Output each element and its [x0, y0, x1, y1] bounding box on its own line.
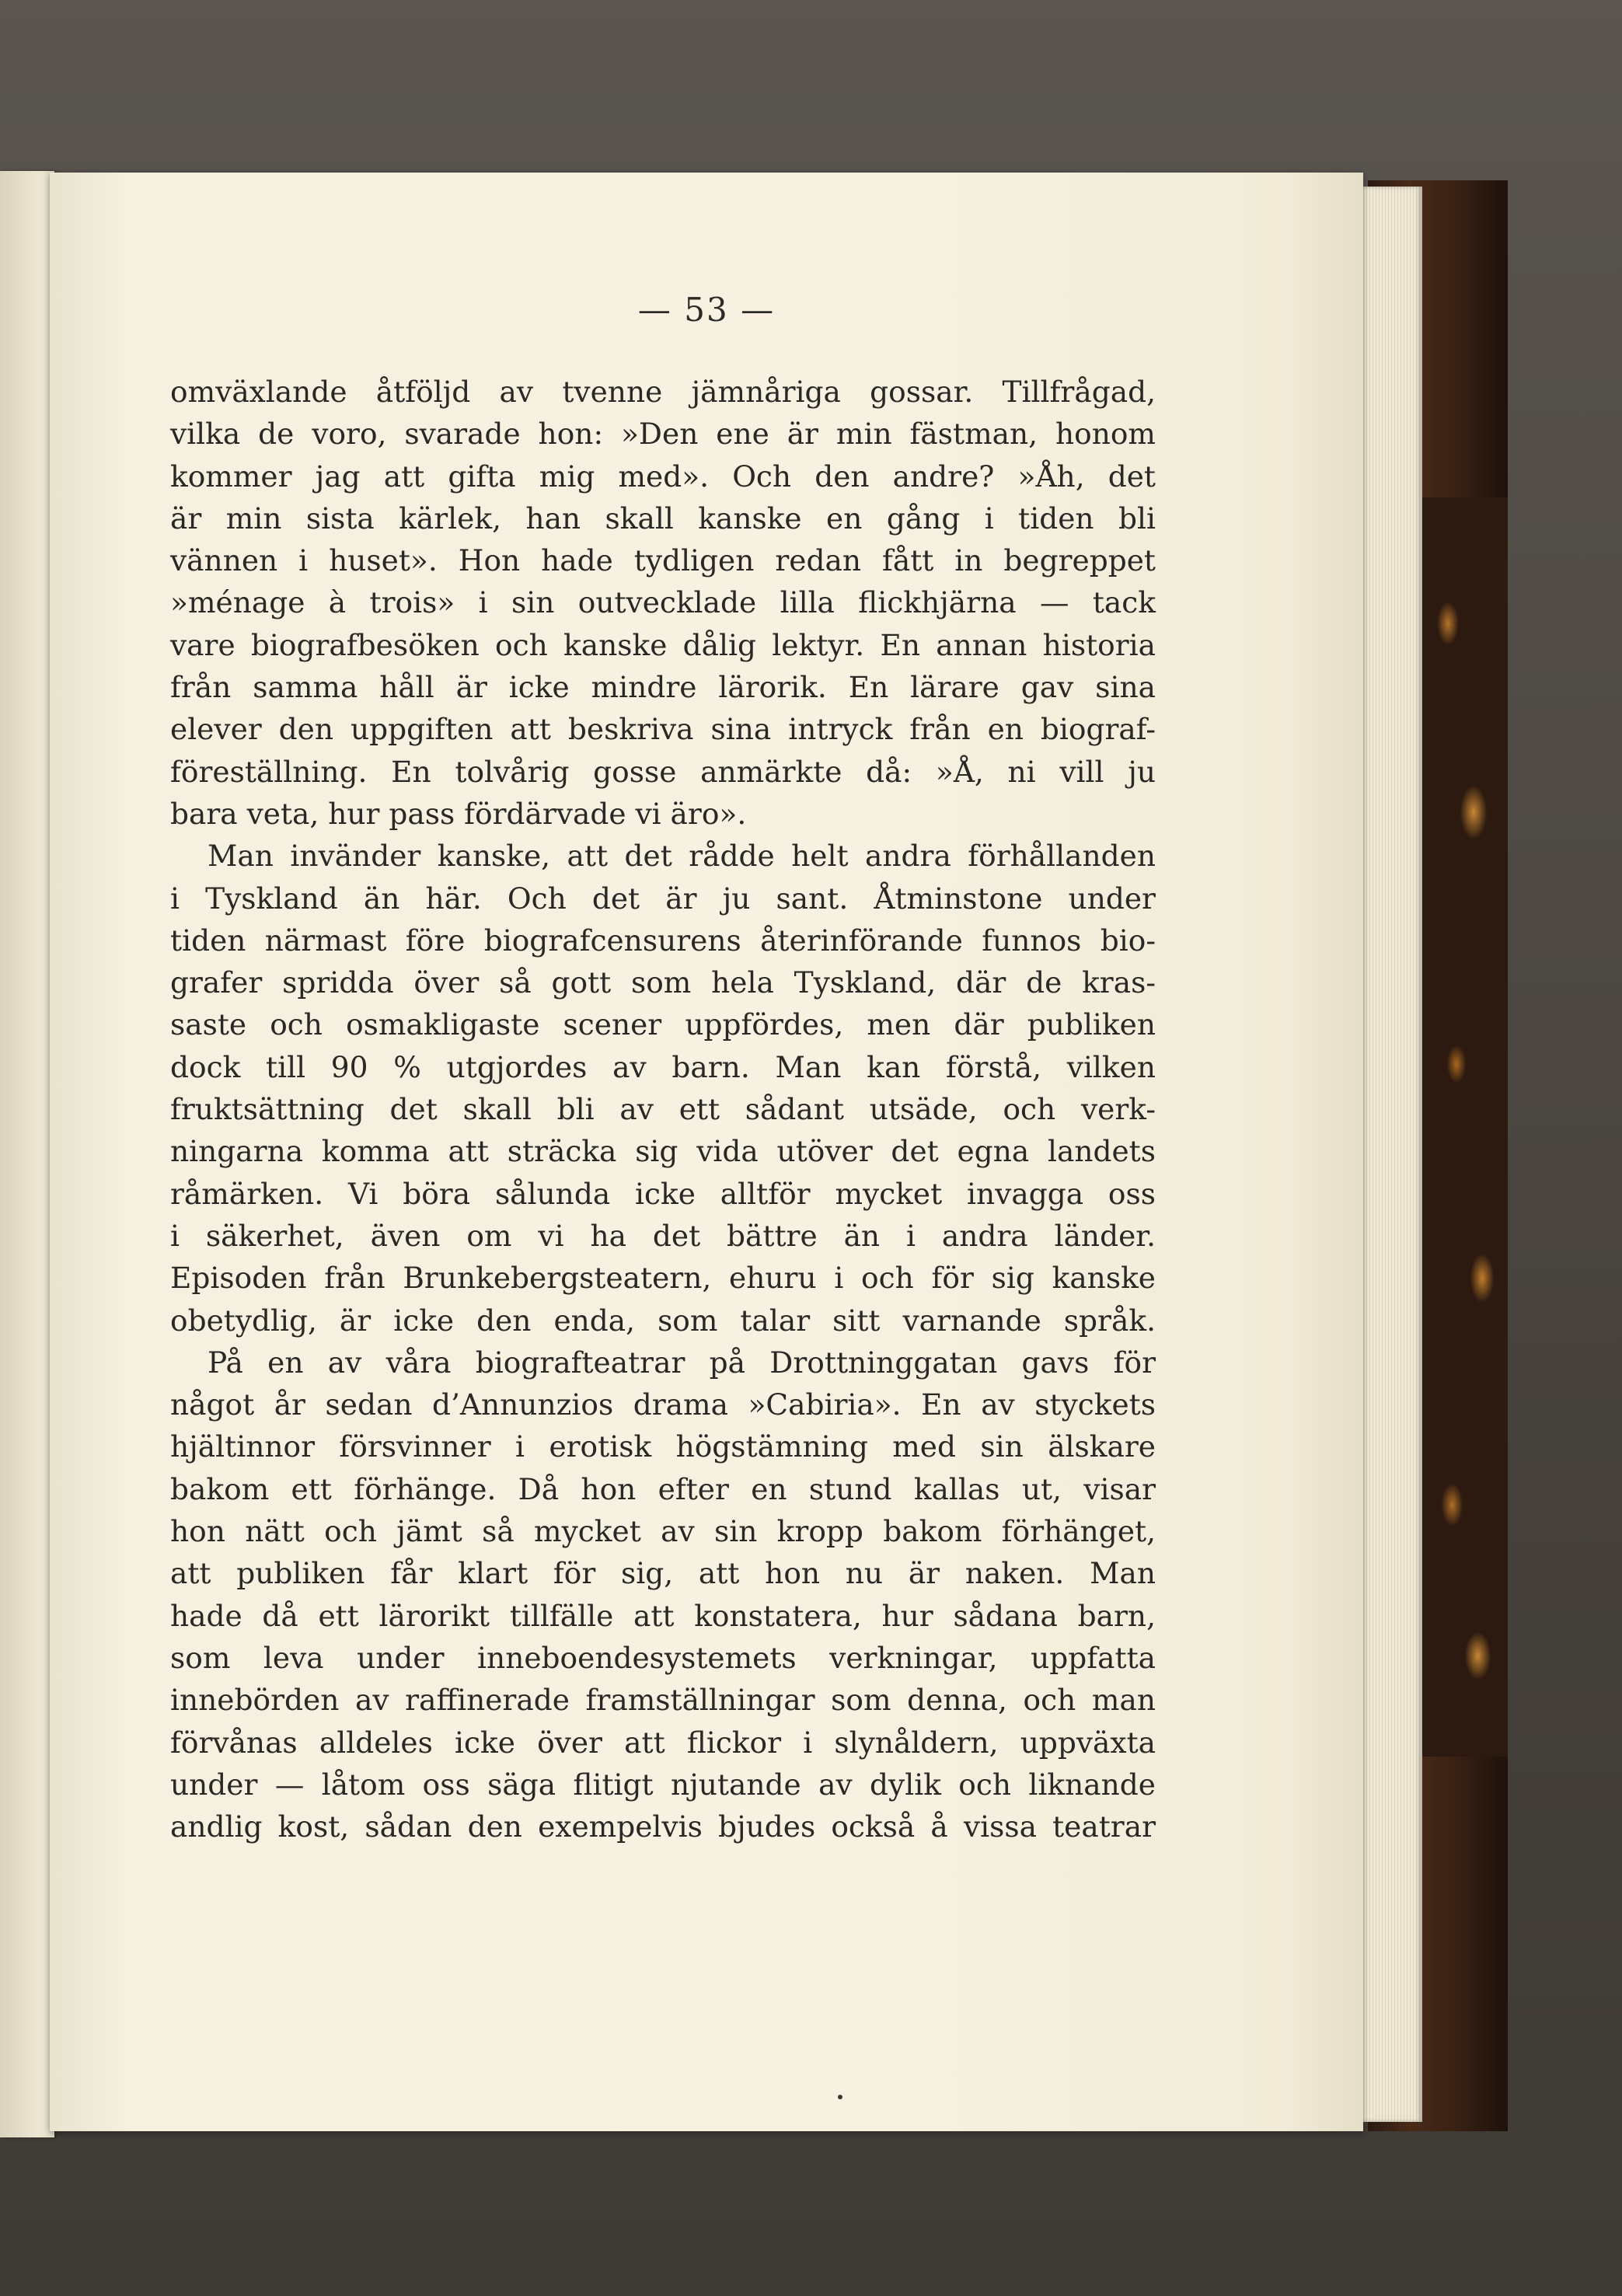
text-line: bakom ett förhänge. Då hon efter en stund kallas ut, visar [170, 1471, 1156, 1506]
text-line: som leva under inneboendesystemets verkningar, uppfatta [170, 1640, 1156, 1675]
text-line: Episoden från Brunkebergsteatern, ehuru i och för sig kanske [170, 1261, 1156, 1296]
text-line: under — låtom oss säga flitigt njutande av dylik och liknande [170, 1767, 1156, 1802]
text-line: elever den uppgiften att beskriva sina intryck från en biograf- [170, 712, 1156, 747]
text-line: föreställning. En tolvårig gosse anmärkte då: »Å, ni vill ju [170, 754, 1156, 789]
text-line: »ménage à trois» i sin outvecklade lilla flickhjärna — tack [170, 585, 1156, 620]
text-line: omväxlande åtföljd av tvenne jämnåriga gossar. Tillfrågad, [170, 375, 1156, 409]
text-line: andlig kost, sådan den exempelvis bjudes också å vissa teatrar [170, 1809, 1156, 1844]
book-page [50, 173, 1363, 2131]
text-line: grafer spridda över så gott som hela Tyskland, där de kras- [170, 965, 1156, 1000]
text-line: vare biografbesöken och kanske dålig lektyr. En annan historia [170, 627, 1156, 662]
text-line: tiden närmast före biografcensurens återinförande funnos bio- [170, 923, 1156, 958]
text-line: något år sedan d’Annunzios drama »Cabiria». En av styckets [170, 1387, 1156, 1422]
text-line: saste och osmakligaste scener uppfördes, men där publiken [170, 1007, 1156, 1042]
text-line: i säkerhet, även om vi ha det bättre än i andra länder. [170, 1218, 1156, 1253]
text-line: bara veta, hur pass fördärvade vi äro». [170, 796, 747, 831]
text-line: vännen i huset». Hon hade tydligen redan fått in begreppet [170, 543, 1156, 578]
text-line: innebörden av raffinerade framställningar som denna, och man [170, 1683, 1156, 1718]
text-line: råmärken. Vi böra sålunda icke alltför mycket invagga oss [170, 1176, 1156, 1211]
marbled-cover-edge [1422, 497, 1508, 1757]
text-line: att publiken får klart för sig, att hon nu är naken. Man [170, 1556, 1156, 1591]
text-line: från samma håll är icke mindre lärorik. En lärare gav sina [170, 670, 1156, 705]
text-line: obetydlig, är icke den enda, som talar sitt varnande språk. [170, 1303, 1156, 1338]
text-line: är min sista kärlek, han skall kanske en gång i tiden bli [170, 501, 1156, 536]
ink-speck [838, 2095, 842, 2099]
text-line: ningarna komma att sträcka sig vida utöver det egna landets [170, 1134, 1156, 1169]
text-line: förvånas alldeles icke över att flickor i slynåldern, uppväxta [170, 1725, 1156, 1760]
previous-page-edge [0, 171, 54, 2137]
text-line: Man invänder kanske, att det rådde helt andra förhållanden [208, 839, 1156, 874]
text-line: hjältinnor försvinner i erotisk högstämning med sin älskare [170, 1429, 1156, 1464]
text-line: vilka de voro, svarade hon: »Den ene är min fästman, honom [170, 417, 1156, 452]
page-number: — 53 — [637, 291, 776, 329]
text-line: fruktsättning det skall bli av ett sådant utsäde, och verk- [170, 1092, 1156, 1127]
text-line: kommer jag att gifta mig med». Och den andre? »Åh, det [170, 459, 1156, 494]
text-line: hon nätt och jämt så mycket av sin kropp bakom förhänget, [170, 1514, 1156, 1549]
page-text-block [170, 371, 1156, 1848]
text-line: På en av våra biografteatrar på Drottninggatan gavs för [208, 1345, 1156, 1380]
text-line: i Tyskland än här. Och det är ju sant. Åtminstone under [170, 881, 1156, 916]
text-line: dock till 90 % utgjordes av barn. Man kan förstå, vilken [170, 1049, 1156, 1084]
text-line: hade då ett lärorikt tillfälle att konstatera, hur sådana barn, [170, 1598, 1156, 1633]
